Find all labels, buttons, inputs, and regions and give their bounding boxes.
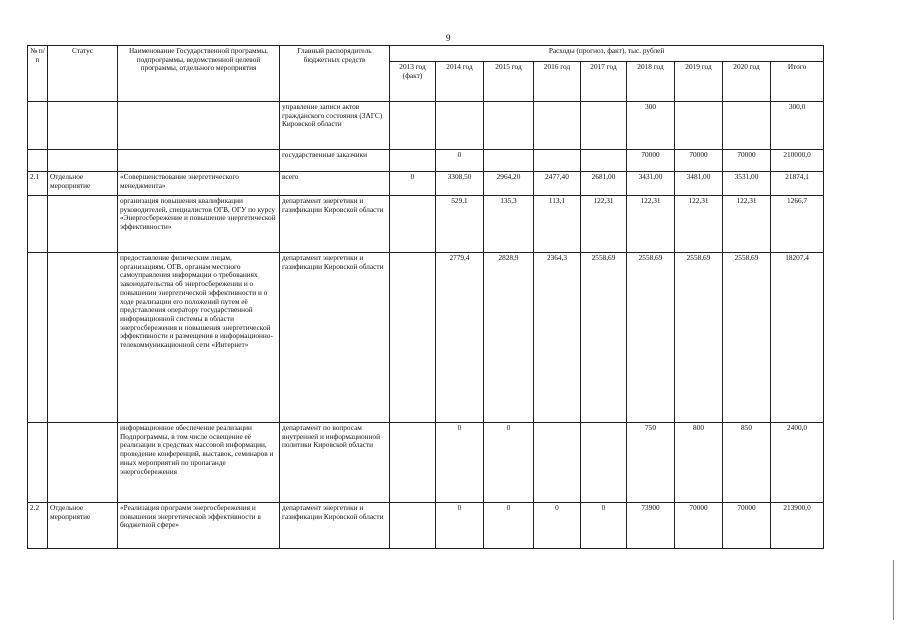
cell-admin: всего xyxy=(280,172,390,196)
cell-value xyxy=(390,196,436,253)
cell-status xyxy=(48,253,118,423)
cell-admin: управление записи актов гражданского состояния (ЗАГС) Кировской области xyxy=(280,102,390,150)
header-admin: Главный распорядитель бюджетных средств xyxy=(280,46,390,102)
cell-total: 210000,0 xyxy=(771,150,824,172)
cell-value: 73900 xyxy=(627,503,675,549)
cell-value: 3308,50 xyxy=(436,172,484,196)
cell-total: 1266,7 xyxy=(771,196,824,253)
cell-value xyxy=(675,102,723,150)
cell-value xyxy=(534,102,581,150)
cell-value: 122,31 xyxy=(723,196,771,253)
cell-no: 2.1 xyxy=(28,172,48,196)
cell-value: 2558,69 xyxy=(675,253,723,423)
cell-value: 2681,00 xyxy=(581,172,627,196)
budget-table xyxy=(27,45,824,549)
cell-total: 213900,0 xyxy=(771,503,824,549)
header-total: Итого xyxy=(771,62,824,102)
cell-value xyxy=(581,102,627,150)
cell-value: 800 xyxy=(675,423,723,503)
cell-value: 3481,00 xyxy=(675,172,723,196)
cell-name: организация повышения квалификации руководителей, специалистов ОГВ, ОГУ по курсу «Энергосбережение и повышение энергетической эффективности» xyxy=(118,196,280,253)
cell-value: 2964,20 xyxy=(484,172,534,196)
cell-value: 70000 xyxy=(675,503,723,549)
cell-value: 750 xyxy=(627,423,675,503)
cell-name: предоставление физическим лицам, организациям, ОГВ, органам местного самоуправления информации о требованиях законодательства об энергосбережении и о повышении энергетической эффективности и о ходе реализации его положений путем её представления оператору государственной информационной системы в области энергосбережения и повышения энергетической эффективности и размещения в информационно-телекоммуникационной сети «Интернет» xyxy=(118,253,280,423)
cell-status xyxy=(48,102,118,150)
cell-value: 3431,00 xyxy=(627,172,675,196)
cell-value: 2477,40 xyxy=(534,172,581,196)
cell-no xyxy=(28,102,48,150)
cell-value: 0 xyxy=(390,172,436,196)
header-year: 2014 год xyxy=(436,62,484,102)
cell-value xyxy=(723,102,771,150)
cell-value xyxy=(534,150,581,172)
cell-total: 21874,1 xyxy=(771,172,824,196)
table-row xyxy=(28,423,824,503)
table-row xyxy=(28,503,824,549)
header-year: 2017 год xyxy=(581,62,627,102)
cell-no xyxy=(28,253,48,423)
cell-value xyxy=(390,102,436,150)
cell-name: «Реализация программ энергосбережения и повышения энергетической эффективности в бюджетной сфере» xyxy=(118,503,280,549)
header-year: 2019 год xyxy=(675,62,723,102)
cell-value: 0 xyxy=(581,503,627,549)
cell-value xyxy=(390,150,436,172)
cell-no xyxy=(28,423,48,503)
cell-status xyxy=(48,196,118,253)
cell-value: 0 xyxy=(436,423,484,503)
page-number: 9 xyxy=(446,33,451,43)
cell-value: 2558,69 xyxy=(723,253,771,423)
cell-value: 2558,69 xyxy=(581,253,627,423)
cell-value: 70000 xyxy=(723,503,771,549)
cell-value: 2828,9 xyxy=(484,253,534,423)
header-status: Статус xyxy=(48,46,118,102)
cell-total: 2400,0 xyxy=(771,423,824,503)
scan-artifact-line xyxy=(893,560,894,620)
cell-value xyxy=(390,503,436,549)
cell-total: 300,0 xyxy=(771,102,824,150)
header-year: 2020 год xyxy=(723,62,771,102)
cell-no xyxy=(28,196,48,253)
cell-value xyxy=(436,102,484,150)
cell-value xyxy=(390,253,436,423)
cell-name xyxy=(118,102,280,150)
cell-value xyxy=(581,150,627,172)
cell-admin: департамент энергетики и газификации Кировской области xyxy=(280,253,390,423)
cell-no xyxy=(28,150,48,172)
cell-value: 300 xyxy=(627,102,675,150)
cell-value xyxy=(484,150,534,172)
cell-value: 3531,00 xyxy=(723,172,771,196)
cell-name: информационное обеспечение реализации Подпрограммы, в том числе освещение её реализации в средствах массовой информации, проведение конференций, выставок, семинаров и иных мероприятий по пропаганде энергосбережения xyxy=(118,423,280,503)
cell-value: 2779,4 xyxy=(436,253,484,423)
cell-value xyxy=(484,102,534,150)
cell-status xyxy=(48,150,118,172)
cell-value: 2364,3 xyxy=(534,253,581,423)
cell-value: 135,3 xyxy=(484,196,534,253)
cell-value: 122,31 xyxy=(675,196,723,253)
cell-no: 2.2 xyxy=(28,503,48,549)
cell-value: 0 xyxy=(436,503,484,549)
table-row xyxy=(28,102,824,150)
cell-value: 70000 xyxy=(675,150,723,172)
header-no: № п/п xyxy=(28,46,48,102)
header-name: Наименование Государственной программы, подпрограммы, ведомственной целевой программы, отдельного мероприятия xyxy=(118,46,280,102)
cell-value: 70000 xyxy=(723,150,771,172)
cell-admin: государственные заказчики xyxy=(280,150,390,172)
cell-value xyxy=(534,423,581,503)
cell-status: Отдельное мероприятие xyxy=(48,503,118,549)
header-year: 2015 год xyxy=(484,62,534,102)
cell-name: «Совершенствование энергетического менеджмента» xyxy=(118,172,280,196)
cell-value xyxy=(390,423,436,503)
cell-value: 2558,69 xyxy=(627,253,675,423)
cell-admin: департамент энергетики и газификации Кировской области xyxy=(280,196,390,253)
cell-value: 0 xyxy=(534,503,581,549)
cell-value: 529,1 xyxy=(436,196,484,253)
header-year: 2016 год xyxy=(534,62,581,102)
cell-value: 113,1 xyxy=(534,196,581,253)
header-year: 2013 год (факт) xyxy=(390,62,436,102)
cell-value: 0 xyxy=(436,150,484,172)
cell-value: 122,31 xyxy=(581,196,627,253)
cell-name xyxy=(118,150,280,172)
cell-value: 850 xyxy=(723,423,771,503)
cell-value: 0 xyxy=(484,503,534,549)
table-row xyxy=(28,253,824,423)
table-row xyxy=(28,172,824,196)
cell-value: 70000 xyxy=(627,150,675,172)
table-row xyxy=(28,196,824,253)
cell-total: 18207,4 xyxy=(771,253,824,423)
header-expenses: Расходы (прогноз, факт), тыс. рублей xyxy=(390,46,824,62)
cell-admin: департамент по вопросам внутренней и информационной политики Кировской области xyxy=(280,423,390,503)
cell-status xyxy=(48,423,118,503)
cell-value: 0 xyxy=(484,423,534,503)
cell-admin: департамент энергетики и газификации Кировской области xyxy=(280,503,390,549)
header-year: 2018 год xyxy=(627,62,675,102)
cell-status: Отдельное мероприятие xyxy=(48,172,118,196)
table-row xyxy=(28,150,824,172)
cell-value xyxy=(581,423,627,503)
cell-value: 122,31 xyxy=(627,196,675,253)
